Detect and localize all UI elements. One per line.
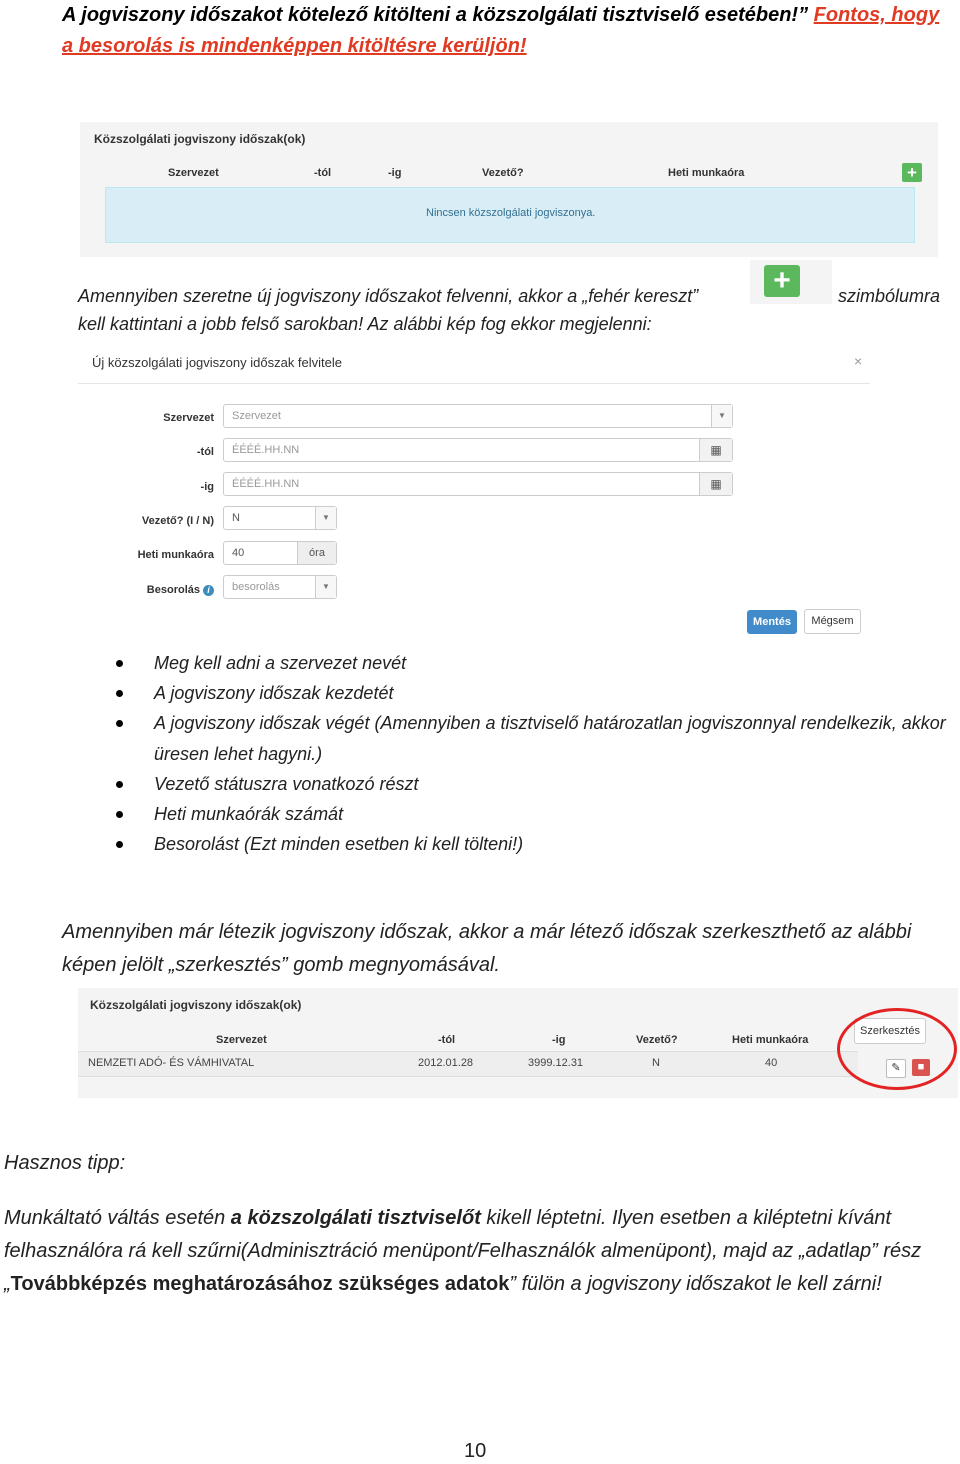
chevron-down-icon: ▼ (315, 507, 336, 529)
close-icon[interactable]: × (854, 353, 863, 369)
column-header: Szervezet (216, 1034, 267, 1046)
chevron-down-icon: ▼ (711, 405, 732, 427)
requirements-list (110, 648, 960, 859)
placeholder: Szervezet (232, 410, 281, 422)
column-header: -ig (388, 167, 402, 179)
list-item (110, 799, 960, 829)
calendar-icon[interactable]: ▦ (699, 439, 732, 461)
heading-main: A jogviszony időszakot kötelező kitölteni a közszolgálati tisztviselő esetében!” (62, 4, 809, 26)
table-cell: 40 (765, 1057, 778, 1069)
field-label-besorolas (74, 584, 214, 596)
table-cell: 2012.01.28 (418, 1057, 474, 1069)
highlight-circle (837, 1008, 957, 1090)
column-header: -tól (314, 167, 332, 179)
list-item-text: Besorolást (Ezt minden esetben ki kell tölteni!) (154, 834, 524, 855)
bullet-icon (116, 811, 123, 818)
tip-text: kikell léptetni. Ilyen esetben a kiléptetni kívánt felhasználóra rá kell szűrni(Adminisztráció menüpont/Felhasználók almenüpont), majd az „adatlap” rész „ (4, 1207, 922, 1295)
bullet-icon (116, 720, 123, 727)
tip-text: ” fülön a jogviszony időszakot le kell zárni! (509, 1273, 882, 1295)
chevron-down-icon: ▼ (315, 576, 336, 598)
empty-message: Nincsen közszolgálati jogviszonya. (426, 207, 596, 219)
bullet-icon (116, 690, 123, 697)
column-header: Heti munkaóra (668, 167, 745, 179)
list-item (110, 648, 960, 678)
organization-select[interactable] (223, 404, 733, 428)
edit-icon[interactable]: ✎ (886, 1059, 906, 1078)
edit-paragraph: Amennyiben már létezik jogviszony időszak, akkor a már létező időszak szerkeszthető az alábbi képen jelölt „szerkesztés” gomb megnyomásával. (62, 921, 912, 976)
modal-title: Új közszolgálati jogviszony időszak felvitele (92, 355, 343, 370)
page-number: 10 (464, 1440, 487, 1462)
list-item-text: A jogviszony időszak végét (Amennyiben a tisztviselő határozatlan jogviszonnyal rendelkezik, akkor üresen lehet hagyni.) (154, 713, 946, 764)
placeholder: besorolás (232, 581, 280, 593)
column-header: -ig (552, 1034, 566, 1046)
list-item-text: A jogviszony időszak kezdetét (154, 683, 394, 704)
list-item (110, 829, 960, 859)
weekly-hours-field[interactable] (223, 541, 337, 565)
paragraph-line-end: szimbólumra (838, 286, 941, 306)
list-item-text: Meg kell adni a szervezet nevét (154, 653, 407, 673)
list-item (110, 769, 960, 799)
add-period-button[interactable]: + (902, 163, 922, 182)
cancel-button[interactable]: Mégsem (804, 609, 861, 634)
save-button[interactable]: Mentés (747, 610, 797, 634)
column-header: Szervezet (168, 167, 219, 179)
tip-text: Munkáltató váltás esetén (4, 1207, 231, 1229)
edit-tooltip: Szerkesztés (854, 1018, 926, 1044)
divider (78, 383, 870, 384)
select-value: N (232, 512, 240, 524)
bullet-icon (116, 660, 123, 667)
bullet-icon (116, 781, 123, 788)
panel-title: Közszolgálati jogviszony időszak(ok) (90, 998, 302, 1012)
field-label: -tól (196, 446, 214, 458)
page-heading (62, 0, 952, 62)
heading-warning: Fontos, hogy a besorolás is mindenképpen kitöltésre kerüljön! (62, 4, 940, 57)
plus-symbol-image (750, 260, 832, 304)
input-value: 40 (232, 547, 245, 559)
tip-bold: a közszolgálati tisztviselőt (230, 1207, 481, 1229)
tip-paragraph (4, 1202, 954, 1301)
field-label: Heti munkaóra (137, 549, 214, 561)
tip-heading: Hasznos tipp: (4, 1152, 126, 1174)
empty-info-box (105, 187, 915, 243)
classification-select[interactable] (223, 575, 337, 599)
panel-title: Közszolgálati jogviszony időszak(ok) (94, 132, 306, 146)
field-label: Szervezet (163, 412, 214, 424)
new-period-modal (78, 345, 870, 635)
plus-icon: + (764, 265, 800, 297)
field-label: -ig (200, 481, 214, 493)
leader-select[interactable] (223, 506, 337, 530)
column-header: Vezető? (636, 1034, 678, 1046)
placeholder: ÉÉÉÉ.HH.NN (232, 478, 300, 490)
info-icon[interactable]: i (203, 585, 214, 596)
list-item (110, 708, 960, 768)
column-header: Heti munkaóra (732, 1034, 809, 1046)
field-label: Vezető? (I / N) (141, 515, 214, 527)
screenshot-periods-empty (80, 122, 938, 257)
trash-icon[interactable]: ■ (912, 1059, 930, 1076)
column-header: Vezető? (482, 167, 524, 179)
field-label: Besorolás (146, 584, 200, 596)
column-header: -tól (438, 1034, 456, 1046)
table-cell: N (652, 1057, 660, 1069)
bullet-icon (116, 841, 123, 848)
tip-bold: Továbbképzés meghatározásához szükséges adatok (10, 1273, 510, 1295)
table-cell: 3999.12.31 (528, 1057, 584, 1069)
list-item (110, 678, 960, 708)
paragraph-line: Amennyiben szeretne új jogviszony időszakot felvenni, akkor a „fehér kereszt” (78, 286, 699, 306)
table-cell: NEMZETI ADÓ- ÉS VÁMHIVATAL (88, 1057, 255, 1069)
paragraph-line: kell kattintani a jobb felső sarokban! Az alábbi kép fog ekkor megjelenni: (78, 314, 652, 334)
calendar-icon[interactable]: ▦ (699, 473, 732, 495)
list-item-text: Heti munkaórák számát (154, 804, 344, 825)
start-date-field[interactable] (223, 438, 733, 462)
placeholder: ÉÉÉÉ.HH.NN (232, 444, 300, 456)
end-date-field[interactable] (223, 472, 733, 496)
screenshot-periods-edit (78, 988, 958, 1098)
unit-addon: óra (297, 542, 336, 564)
list-item-text: Vezető státuszra vonatkozó részt (154, 773, 419, 794)
